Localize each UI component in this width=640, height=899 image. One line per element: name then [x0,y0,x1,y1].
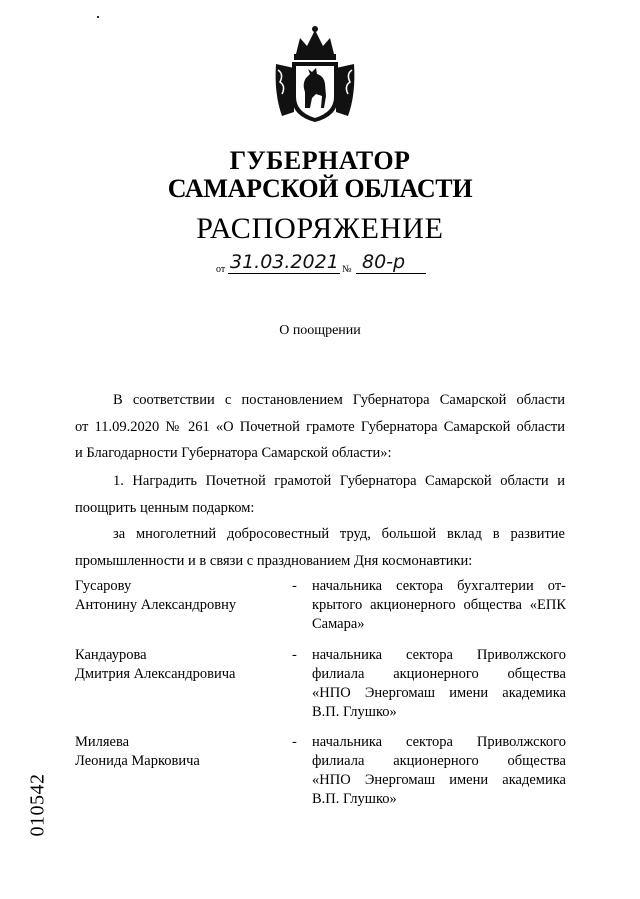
paragraph-line: и Благодарности Губернатора Самарской области»: [75,445,392,461]
position-line: «НПО Энергомаш имени академика [312,772,566,788]
position-line: крытого акционерного общества «ЕПК [312,597,566,613]
header-title-region: САМАРСКОЙ ОБЛАСТИ [167,174,473,203]
position-line: начальника сектора Приволжского [312,734,566,750]
date-underline [228,273,340,274]
awardee-name [75,733,285,771]
samara-coat-of-arms-emblem [272,24,358,124]
awardee-given-names: Дмитрия Александровича [75,666,236,682]
number-underline [356,273,426,274]
handwritten-date: 31.03.2021 [230,251,339,273]
awardee-surname: Миляева [75,734,130,750]
paragraph-line: В соответствии с постановлением Губернатора Самарской области [113,392,565,408]
position-line: начальника сектора бухгалтерии от- [312,578,566,594]
awardee-position [312,646,566,722]
awardee-name [75,646,285,684]
awardee-position [312,577,566,634]
paragraph-line: от 11.09.2020 № 261 «О Почетной грамоте Губернатора Самарской области [75,418,565,435]
awardee-surname: Кандаурова [75,647,147,663]
paragraph-reason [75,521,565,574]
awardee-name [75,577,285,615]
position-line: начальника сектора Приволжского [312,647,566,663]
document-type-title: РАСПОРЯЖЕНИЕ [196,212,444,245]
awardee-dash: - [292,578,297,594]
paragraph-line: за многолетний добросовестный труд, большой вклад в развитие [113,526,565,542]
awardee-dash: - [292,734,297,750]
awardee-surname: Гусарову [75,578,132,594]
scan-speck [97,16,99,18]
handwritten-number: 80-р [362,251,406,273]
registration-number: 010542 [26,773,49,837]
paragraph-line: поощрить ценным подарком: [75,499,255,516]
date-from-label: от [216,264,226,275]
position-line: Самара» [312,616,365,632]
number-label: № [342,264,352,275]
document-subject: О поощрении [279,323,361,338]
date-number-line [216,252,436,278]
awardee-given-names: Леонида Марковича [75,753,200,769]
position-line: филиала акционерного общества [312,666,566,682]
position-line: «НПО Энергомаш имени академика [312,685,566,701]
awardee-given-names: Антонину Александровну [75,597,237,613]
paragraph-award [75,468,565,521]
position-line: филиала акционерного общества [312,753,566,769]
paragraph-line: промышленности и в связи с празднованием Дня космонавтики: [75,552,473,569]
paragraph-basis [75,387,565,467]
awardee-position [312,733,566,809]
paragraph-line: 1. Наградить Почетной грамотой Губернатора Самарской области и [113,473,565,489]
position-line: В.П. Глушко» [312,704,397,720]
position-line: В.П. Глушко» [312,791,397,807]
awardee-dash: - [292,647,297,663]
header-title-governor: ГУБЕРНАТОР [229,146,411,175]
side-registration-stamp [26,760,50,850]
